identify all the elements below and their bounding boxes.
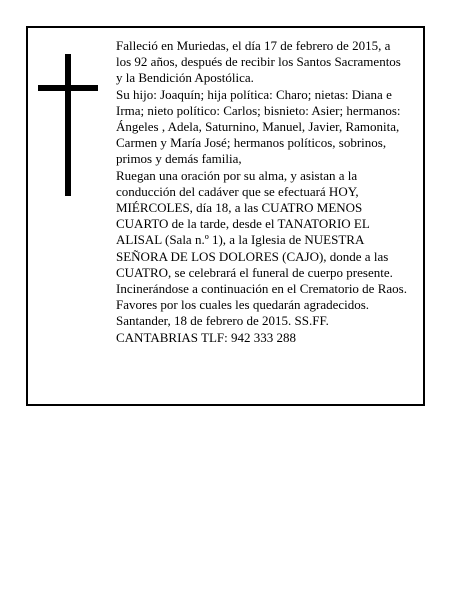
obituary-line: CUATRO, se celebrará el funeral de cuerpo presente.	[116, 264, 393, 280]
cross-vertical-bar	[65, 54, 71, 196]
obituary-line: Falleció en Muriedas, el día 17 de febrero de 2015, a	[116, 38, 391, 53]
obituary-line: Ángeles , Adela, Saturnino, Manuel, Javier, Ramonita,	[116, 119, 400, 135]
obituary-line: conducción del cadáver que se efectuará HOY,	[116, 183, 359, 199]
obituary-line: Carmen y María José; hermanos políticos, sobrinos,	[116, 135, 387, 151]
obituary-line: los 92 años, después de recibir los Santos Sacramentos	[116, 54, 401, 70]
obituary-line: Irma; nieto político: Carlos; bisnieto: Asier; hermanos:	[116, 102, 401, 118]
obituary-text	[116, 38, 421, 346]
obituary-line: CUARTO de la tarde, desde el TANATORIO EL	[116, 216, 370, 232]
cross-icon	[38, 54, 98, 196]
obituary-line: primos y demás familia,	[116, 151, 242, 167]
obituary-line: Incinerándose a continuación en el Crematorio de Raos.	[116, 281, 407, 297]
obituary-line: Santander, 18 de febrero de 2015. SS.FF.	[116, 313, 329, 329]
obituary-line: MIÉRCOLES, día 18, a las CUATRO MENOS	[116, 200, 363, 216]
obituary-line: Su hijo: Joaquín; hija política: Charo; nietas: Diana e	[116, 86, 392, 102]
cross-horizontal-bar	[38, 85, 98, 91]
obituary-line: CANTABRIAS TLF: 942 333 288	[116, 329, 297, 345]
obituary-line: y la Bendición Apostólica.	[116, 70, 254, 86]
obituary-line: Favores por los cuales les quedarán agradecidos.	[116, 297, 370, 313]
obituary-line: Ruegan una oración por su alma, y asistan a la	[116, 167, 358, 183]
obituary-line: ALISAL (Sala n.º 1), a la Iglesia de NUESTRA	[116, 232, 365, 248]
obituary-line: SEÑORA DE LOS DOLORES (CAJO), donde a las	[116, 248, 389, 264]
